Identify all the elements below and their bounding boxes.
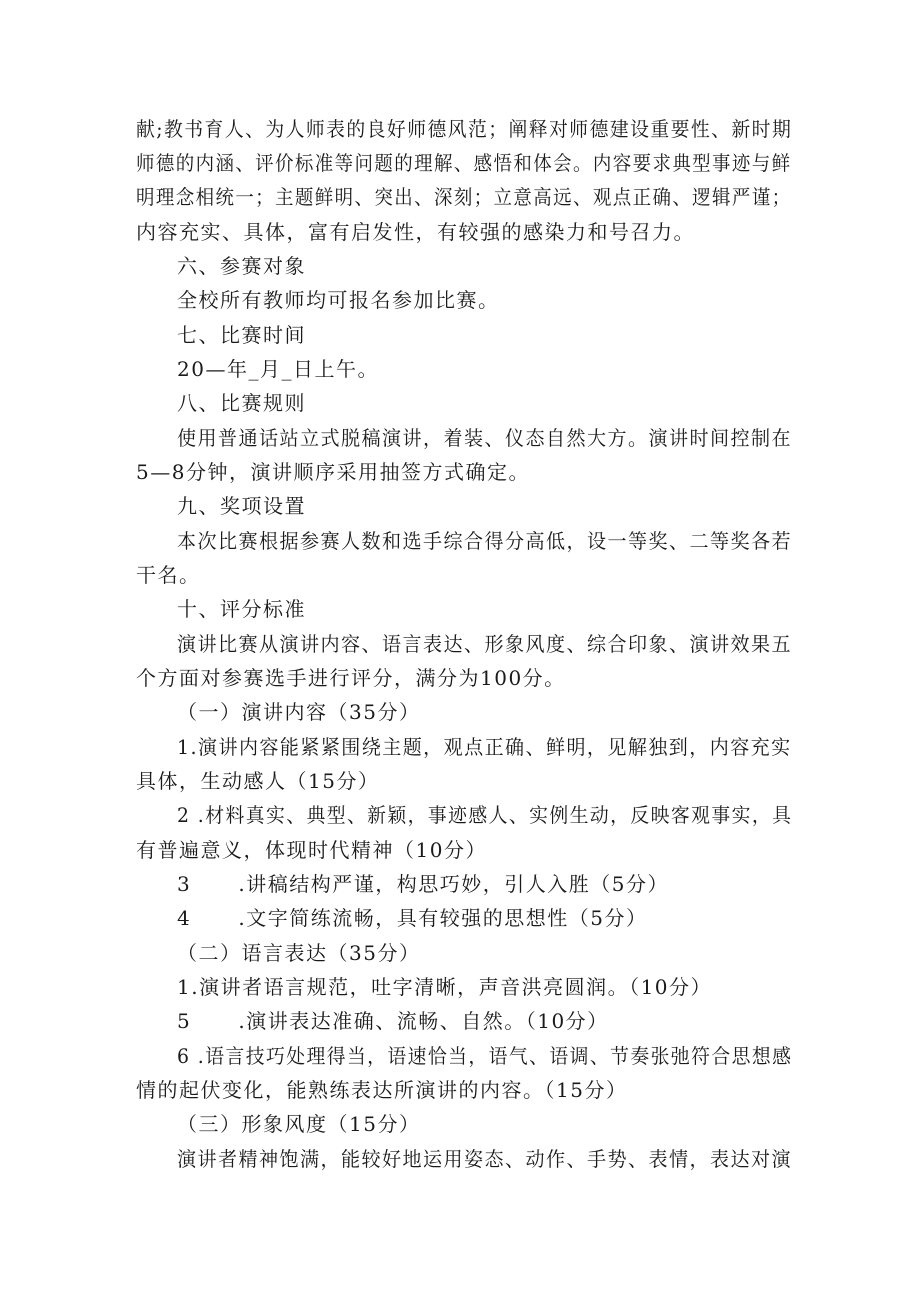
section-heading: 十、评分标准: [177, 597, 306, 621]
list-item: 1.演讲内容能紧紧围绕主题，观点正确、鲜明，见解独到，内容充实: [177, 735, 792, 759]
body-text-line: 师德的内涵、评价标准等问题的理解、感悟和体会。内容要求典型事迹与鲜: [136, 151, 792, 175]
body-text-line: 本次比赛根据参赛人数和选手综合得分高低，设一等奖、二等奖各若: [177, 529, 793, 553]
section-heading: 八、比赛规则: [177, 391, 306, 415]
list-item: 2 .材料真实、典型、新颖，事迹感人、实例生动，反映客观事实，具: [177, 803, 793, 827]
body-text-line: 内容充实、具体，富有启发性，有较强的感染力和号召力。: [136, 220, 695, 244]
body-text-line: 干名。: [136, 563, 201, 587]
body-text-line: 明理念相统一；主题鲜明、突出、深刻；立意高远、观点正确、逻辑严谨；: [136, 185, 792, 209]
list-item: 6 .语言技巧处理得当，语速恰当，语气、语调、节奏张弛符合思想感: [177, 1044, 793, 1068]
list-item: 3 .讲稿结构严谨，构思巧妙，引人入胜（5分）: [177, 872, 669, 896]
body-text-line: 个方面对参赛选手进行评分，满分为100分。: [136, 666, 566, 690]
list-item: 有普遍意义，体现时代精神（10分）: [136, 838, 487, 862]
list-item: 5 .演讲表达准确、流畅、自然。（10分）: [177, 1009, 609, 1033]
subsection-heading: （二）语言表达（35分）: [177, 941, 421, 965]
section-heading: 六、参赛对象: [177, 254, 306, 278]
list-item: 1.演讲者语言规范，吐字清晰，声音洪亮圆润。（10分）: [177, 975, 713, 999]
subsection-heading: （一）演讲内容（35分）: [177, 700, 421, 724]
body-text-line: 献;教书育人、为人师表的良好师德风范；阐释对师德建设重要性、新时期: [136, 117, 793, 141]
list-item: 4 .文字简练流畅，具有较强的思想性（5分）: [177, 906, 648, 930]
body-text-line: 5—8分钟，演讲顺序采用抽签方式确定。: [136, 460, 530, 484]
subsection-heading: （三）形象风度（15分）: [177, 1112, 421, 1136]
section-heading: 九、奖项设置: [177, 494, 306, 518]
body-text-line: 全校所有教师均可报名参加比赛。: [177, 288, 500, 312]
body-text-line: 20—年_月_日上午。: [177, 357, 379, 381]
list-item: 情的起伏变化，能熟练表达所演讲的内容。（15分）: [136, 1078, 628, 1102]
body-text-line: 演讲者精神饱满，能较好地运用姿态、动作、手势、表情，表达对演: [177, 1147, 793, 1171]
section-heading: 七、比赛时间: [177, 323, 306, 347]
body-text-line: 使用普通话站立式脱稿演讲，着装、仪态自然大方。演讲时间控制在: [177, 426, 793, 450]
body-text-line: 演讲比赛从演讲内容、语言表达、形象风度、综合印象、演讲效果五: [177, 632, 793, 656]
list-item: 具体，生动感人（15分）: [136, 769, 380, 793]
